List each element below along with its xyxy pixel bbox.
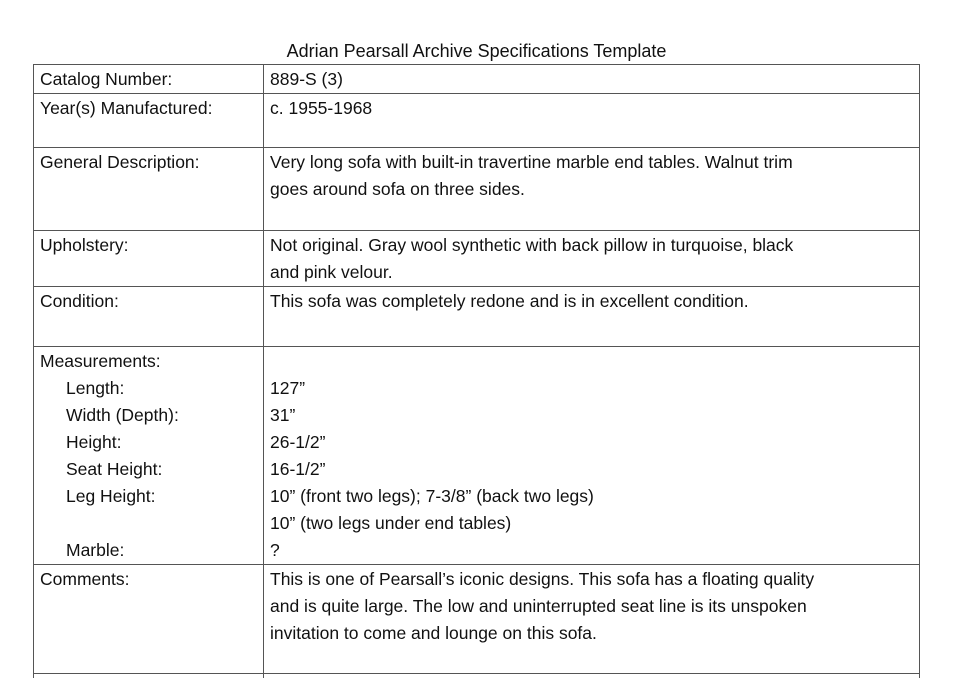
condition-label: Condition: bbox=[34, 287, 264, 347]
comments-line: This is one of Pearsall’s iconic designs. This sofa has a floating quality bbox=[270, 569, 815, 589]
table-row-measurements bbox=[34, 347, 920, 565]
catalog-label: Catalog Number: bbox=[34, 65, 264, 94]
condition-value: This sofa was completely redone and is in excellent condition. bbox=[264, 287, 920, 347]
comments-label: Comments: bbox=[34, 565, 264, 674]
height-value: 26-1/2” bbox=[270, 432, 326, 452]
upholstery-label: Upholstery: bbox=[34, 231, 264, 287]
table-row-description bbox=[34, 148, 920, 231]
specifications-table bbox=[33, 64, 920, 678]
table-row-condition bbox=[34, 287, 920, 347]
width-value: 31” bbox=[270, 405, 296, 425]
description-line: goes around sofa on three sides. bbox=[270, 179, 525, 199]
length-label: Length: bbox=[66, 378, 125, 398]
document-title: Adrian Pearsall Archive Specifications Template bbox=[286, 41, 667, 61]
marble-label: Marble: bbox=[66, 540, 125, 560]
year-label: Year(s) Manufactured: bbox=[34, 94, 264, 148]
description-line: Very long sofa with built-in travertine marble end tables. Walnut trim bbox=[270, 152, 793, 172]
width-label: Width (Depth): bbox=[66, 405, 179, 425]
height-label: Height: bbox=[66, 432, 122, 452]
leg-height-label: Leg Height: bbox=[66, 486, 156, 506]
table-row-catalog bbox=[34, 65, 920, 94]
leg-height-value: 10” (front two legs); 7-3/8” (back two legs) bbox=[270, 486, 594, 506]
leg-height-value-2: 10” (two legs under end tables) bbox=[270, 513, 512, 533]
catalog-value: 889-S (3) bbox=[264, 65, 920, 94]
measurements-labels bbox=[34, 347, 264, 565]
description-value bbox=[264, 148, 920, 231]
year-value: c. 1955-1968 bbox=[264, 94, 920, 148]
table-row-year bbox=[34, 94, 920, 148]
seat-height-label: Seat Height: bbox=[66, 459, 163, 479]
seat-height-value: 16-1/2” bbox=[270, 459, 326, 479]
upholstery-line: Not original. Gray wool synthetic with back pillow in turquoise, black bbox=[270, 235, 794, 255]
measurements-values bbox=[264, 347, 920, 565]
empty-value-cell bbox=[264, 674, 920, 678]
table-row-empty bbox=[34, 674, 920, 678]
comments-line: and is quite large. The low and uninterrupted seat line is its unspoken bbox=[270, 596, 807, 616]
comments-value bbox=[264, 565, 920, 674]
spacer-line bbox=[270, 348, 913, 375]
comments-line: invitation to come and lounge on this sofa. bbox=[270, 623, 597, 643]
length-value: 127” bbox=[270, 378, 306, 398]
upholstery-value bbox=[264, 231, 920, 287]
upholstery-line: and pink velour. bbox=[270, 262, 393, 282]
description-label: General Description: bbox=[34, 148, 264, 231]
empty-label-cell bbox=[34, 674, 264, 678]
marble-value: ? bbox=[270, 540, 280, 560]
table-row-upholstery bbox=[34, 231, 920, 287]
table-row-comments bbox=[34, 565, 920, 674]
measurements-heading: Measurements: bbox=[40, 351, 161, 371]
spacer-line bbox=[40, 510, 257, 537]
